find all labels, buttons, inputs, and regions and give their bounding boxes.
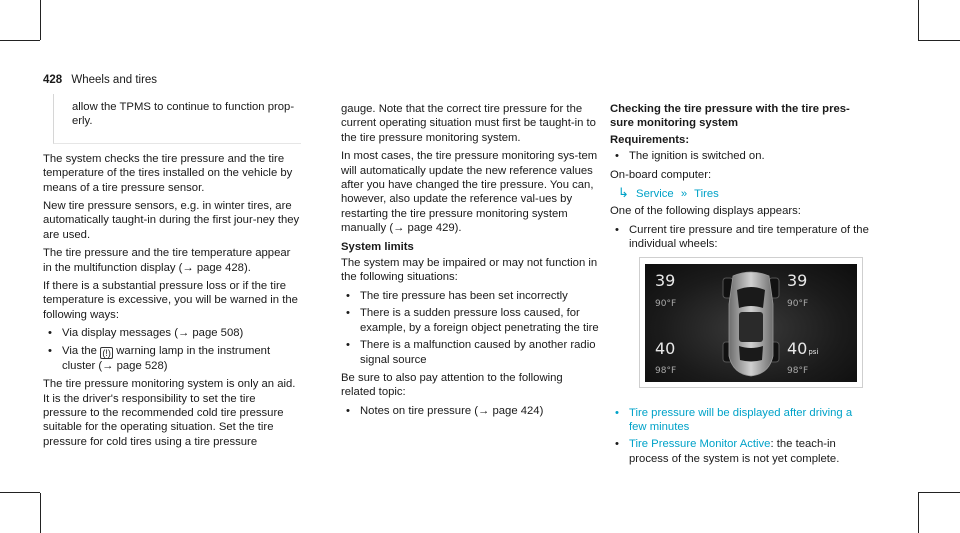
rear-right-temp: 98°F bbox=[787, 366, 809, 376]
list-item-text: : the teach-in process of the system is not yet complete. bbox=[629, 438, 840, 465]
list-item-text: Via the bbox=[62, 344, 97, 357]
car-top-view-icon bbox=[645, 264, 857, 382]
column-middle bbox=[341, 102, 599, 422]
tire-pressure-figure bbox=[639, 257, 863, 388]
menu-path bbox=[610, 186, 872, 201]
warning-list bbox=[43, 326, 301, 373]
front-left-temp: 90°F bbox=[655, 299, 677, 309]
paragraph: The tire pressure monitoring system is only an aid. It is the driver's responsibility to set the tire pressure to the recommended cold tire pressure suitable for the operating situation. Set the tire pressure for cold tires using a tire pressure bbox=[43, 378, 296, 448]
crop-mark bbox=[40, 493, 41, 533]
front-left-pressure: 39 bbox=[655, 271, 676, 290]
limits-list bbox=[341, 289, 599, 367]
crop-mark bbox=[40, 0, 41, 40]
paragraph: The tire pressure and the tire temperature appear in the multifunction display (→ page 428). bbox=[43, 247, 291, 274]
menu-service: Service bbox=[636, 188, 674, 201]
rear-left-temp: 98°F bbox=[655, 366, 677, 376]
pressure-unit: psi bbox=[808, 348, 819, 356]
note-box bbox=[53, 94, 301, 144]
related-list bbox=[341, 404, 599, 418]
list-item-link: Tire Pressure Monitor Active bbox=[629, 438, 771, 451]
paragraph: In most cases, the tire pressure monitoring sys-tem will automatically update the new reference values after you have changed the tire pressure. You can, however, also update the reference val-ues by restarting the tire pressure monitoring system manually (→ page 429). bbox=[341, 150, 598, 235]
menu-arrow-icon: ↳ bbox=[618, 185, 629, 201]
paragraph: The system checks the tire pressure and the tire temperature of the tires installed on the vehicle by means of a tire pressure sensor. bbox=[43, 152, 293, 194]
display-list bbox=[610, 223, 872, 252]
rear-right-pressure-value: 40 bbox=[787, 339, 808, 358]
crop-mark bbox=[918, 492, 960, 493]
section-heading: System limits bbox=[341, 240, 414, 253]
crop-mark bbox=[918, 493, 919, 533]
tire-pressure-warning-icon: (!) bbox=[100, 347, 113, 359]
list-item: • Via display messages (→ page 508) bbox=[43, 326, 301, 340]
crop-mark bbox=[918, 40, 960, 41]
paragraph: One of the following displays appears: bbox=[610, 205, 801, 218]
list-item: • Tire pressure will be displayed after driving a few minutes bbox=[610, 406, 872, 435]
requirements-list bbox=[610, 149, 872, 163]
list-item: • Notes on tire pressure (→ page 424) bbox=[341, 404, 599, 418]
note-text: allow the TPMS to continue to function prop-erly. bbox=[72, 101, 295, 128]
rear-right-pressure bbox=[787, 339, 819, 359]
front-right-temp: 90°F bbox=[787, 299, 809, 309]
page-number: 428 bbox=[43, 74, 63, 86]
column-left bbox=[43, 94, 301, 453]
display-list-2 bbox=[610, 406, 872, 467]
list-item: • Current tire pressure and tire temperature of the individual wheels: bbox=[610, 223, 872, 252]
list-item-text: warning lamp in the instrument cluster (→ page 528) bbox=[62, 344, 271, 372]
paragraph: If there is a substantial pressure loss or if the tire temperature is excessive, you will be warned in the following ways: bbox=[43, 280, 298, 321]
requirements-label: Requirements: bbox=[610, 133, 690, 146]
list-item bbox=[610, 437, 872, 466]
list-item: • There is a sudden pressure loss caused, for example, by a foreign object penetrating the tire bbox=[341, 306, 599, 335]
crop-mark bbox=[918, 0, 919, 40]
list-item: • The ignition is switched on. bbox=[610, 149, 872, 163]
menu-tires: Tires bbox=[694, 188, 719, 201]
paragraph: The system may be impaired or may not function in the following situations: bbox=[341, 257, 598, 284]
onboard-label: On-board computer: bbox=[610, 168, 712, 181]
crop-mark bbox=[0, 492, 40, 493]
list-item: • The tire pressure has been set incorrectly bbox=[341, 289, 599, 303]
double-chevron-icon: » bbox=[680, 188, 688, 201]
paragraph: gauge. Note that the correct tire pressure for the current operating situation must first be taught-in to the tire pressure monitoring system. bbox=[341, 103, 596, 144]
paragraph: New tire pressure sensors, e.g. in winter tires, are automatically taught-in during the first jour-ney they are used. bbox=[43, 200, 300, 241]
rear-left-pressure: 40 bbox=[655, 339, 676, 358]
list-item bbox=[43, 344, 301, 373]
section-title: Wheels and tires bbox=[71, 74, 158, 86]
front-right-pressure: 39 bbox=[787, 271, 808, 290]
crop-mark bbox=[0, 40, 40, 41]
page-header bbox=[43, 73, 157, 87]
list-item: • There is a malfunction caused by another radio signal source bbox=[341, 338, 599, 367]
section-heading: Checking the tire pressure with the tire pres-sure monitoring system bbox=[610, 103, 850, 130]
paragraph: Be sure to also pay attention to the following related topic: bbox=[341, 371, 563, 399]
tire-pressure-display bbox=[645, 264, 857, 382]
